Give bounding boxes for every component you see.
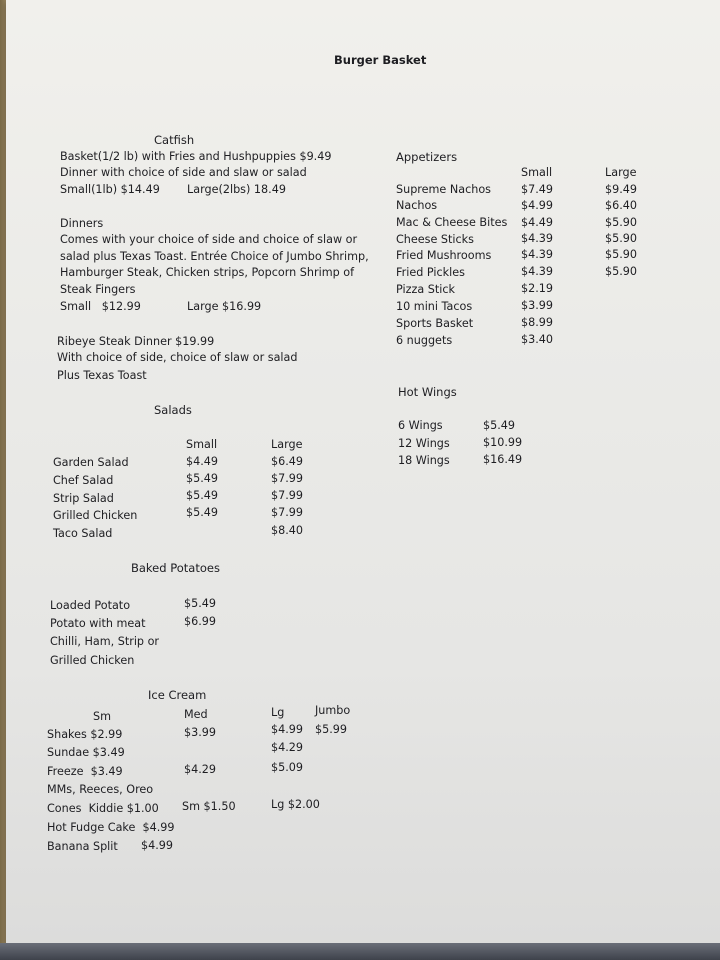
appetizer-large-price: $5.90 — [605, 216, 638, 229]
dinners-heading: Dinners — [60, 217, 104, 230]
appetizer-name: 10 mini Tacos — [396, 300, 473, 313]
wings-price: $16.49 — [483, 453, 523, 466]
appetizer-small-price: $4.49 — [521, 216, 554, 229]
wings-name: 6 Wings — [398, 419, 443, 432]
catfish-heading: Catfish — [154, 133, 195, 147]
shakes: Shakes $2.99 — [47, 728, 123, 741]
appetizers-col-large: Large — [605, 166, 637, 179]
shakes-lg-price: $4.99 — [271, 723, 304, 736]
salad-large-price: $7.99 — [271, 472, 304, 485]
salad-small-price: $5.49 — [186, 472, 219, 485]
wings-name: 12 Wings — [398, 437, 450, 450]
appetizer-large-price: $6.40 — [605, 199, 638, 212]
salad-small-price: $4.49 — [186, 455, 219, 468]
appetizer-large-price: $5.90 — [605, 232, 638, 245]
appetizers-col-small: Small — [521, 166, 553, 179]
shakes-jumbo-price: $5.99 — [315, 723, 348, 736]
ice-cream-heading: Ice Cream — [148, 688, 207, 702]
appetizer-small-price: $4.99 — [521, 199, 554, 212]
cones-sm-price: Sm $1.50 — [182, 800, 236, 813]
salads-col-small: Small — [186, 438, 218, 451]
salad-name: Chef Salad — [53, 474, 114, 487]
ribeye-choice: With choice of side, choice of slaw or salad — [57, 351, 298, 364]
appetizer-name: Fried Pickles — [396, 266, 465, 279]
appetizer-small-price: $4.39 — [521, 248, 554, 261]
appetizer-small-price: $3.40 — [521, 333, 554, 346]
appetizer-small-price: $7.49 — [521, 183, 554, 196]
salad-name: Grilled Chicken — [53, 509, 138, 522]
salad-name: Garden Salad — [53, 456, 129, 469]
menu-title: Burger Basket — [334, 53, 427, 67]
catfish-large: Large(2lbs) 18.49 — [187, 183, 286, 196]
baked-potatoes-heading: Baked Potatoes — [131, 561, 220, 575]
salads-col-large: Large — [271, 438, 303, 451]
appetizer-name: Fried Mushrooms — [396, 249, 492, 262]
salad-large-price: $8.40 — [271, 524, 304, 537]
mix-ins: MMs, Reeces, Oreo — [47, 783, 154, 796]
appetizer-name: Cheese Sticks — [396, 233, 474, 246]
ice-cream-col-lg: Lg — [271, 706, 285, 719]
sundae: Sundae $3.49 — [47, 746, 125, 759]
appetizer-name: 6 nuggets — [396, 334, 453, 347]
potato-with-meat: Potato with meat — [50, 617, 146, 630]
appetizer-name: Mac & Cheese Bites — [396, 216, 508, 229]
freeze: Freeze $3.49 — [47, 765, 123, 778]
wings-name: 18 Wings — [398, 454, 450, 467]
appetizers-heading: Appetizers — [396, 150, 458, 164]
appetizer-small-price: $4.39 — [521, 232, 554, 245]
freeze-lg-price: $5.09 — [271, 761, 304, 774]
salad-small-price: $5.49 — [186, 489, 219, 502]
freeze-med-price: $4.29 — [184, 763, 217, 776]
salads-heading: Salads — [154, 403, 192, 417]
menu-sheet — [6, 0, 720, 945]
salad-name: Strip Salad — [53, 492, 114, 505]
salad-name: Taco Salad — [53, 527, 113, 540]
appetizer-name: Nachos — [396, 199, 438, 212]
salad-small-price: $5.49 — [186, 506, 219, 519]
floor-background — [0, 943, 720, 960]
salad-large-price: $7.99 — [271, 506, 304, 519]
cones: Cones Kiddie $1.00 — [47, 802, 159, 815]
wings-price: $5.49 — [483, 419, 516, 432]
loaded-potato-price: $5.49 — [184, 597, 217, 610]
ice-cream-col-sm: Sm — [93, 710, 111, 723]
appetizer-name: Sports Basket — [396, 317, 474, 330]
dinners-line: Steak Fingers — [60, 283, 136, 296]
ribeye-toast: Plus Texas Toast — [57, 369, 147, 382]
appetizer-large-price: $9.49 — [605, 183, 638, 196]
dinners-large: Large $16.99 — [187, 300, 262, 313]
salad-large-price: $6.49 — [271, 455, 304, 468]
ribeye-title: Ribeye Steak Dinner $19.99 — [57, 335, 215, 348]
sundae-lg-price: $4.29 — [271, 741, 304, 754]
catfish-small: Small(1lb) $14.49 — [60, 183, 160, 196]
appetizer-name: Supreme Nachos — [396, 183, 492, 196]
appetizer-name: Pizza Stick — [396, 283, 455, 296]
hot-fudge-cake: Hot Fudge Cake $4.99 — [47, 821, 175, 834]
wings-price: $10.99 — [483, 436, 523, 449]
ice-cream-col-med: Med — [184, 708, 208, 721]
catfish-basket: Basket(1/2 lb) with Fries and Hushpuppies $9.49 — [60, 150, 332, 163]
ice-cream-col-jumbo: Jumbo — [315, 704, 351, 717]
potato-with-meat-price: $6.99 — [184, 615, 217, 628]
potato-meat-options: Grilled Chicken — [50, 654, 135, 667]
appetizer-large-price: $5.90 — [605, 248, 638, 261]
catfish-dinner: Dinner with choice of side and slaw or salad — [60, 166, 307, 179]
appetizer-small-price: $3.99 — [521, 299, 554, 312]
cones-lg-price: Lg $2.00 — [271, 798, 320, 811]
appetizer-small-price: $4.39 — [521, 265, 554, 278]
dinners-line: Hamburger Steak, Chicken strips, Popcorn Shrimp of — [60, 266, 355, 279]
loaded-potato: Loaded Potato — [50, 599, 131, 612]
salad-large-price: $7.99 — [271, 489, 304, 502]
banana-split: Banana Split — [47, 840, 118, 853]
shakes-med-price: $3.99 — [184, 726, 217, 739]
dinners-small: Small $12.99 — [60, 300, 141, 313]
potato-meat-options: Chilli, Ham, Strip or — [50, 635, 160, 648]
banana-split-price: $4.99 — [141, 839, 174, 852]
dinners-line: salad plus Texas Toast. Entrée Choice of Jumbo Shrimp, — [60, 250, 369, 263]
appetizer-small-price: $8.99 — [521, 316, 554, 329]
hot-wings-heading: Hot Wings — [398, 385, 457, 399]
dinners-line: Comes with your choice of side and choice of slaw or — [60, 233, 358, 246]
appetizer-small-price: $2.19 — [521, 282, 554, 295]
appetizer-large-price: $5.90 — [605, 265, 638, 278]
